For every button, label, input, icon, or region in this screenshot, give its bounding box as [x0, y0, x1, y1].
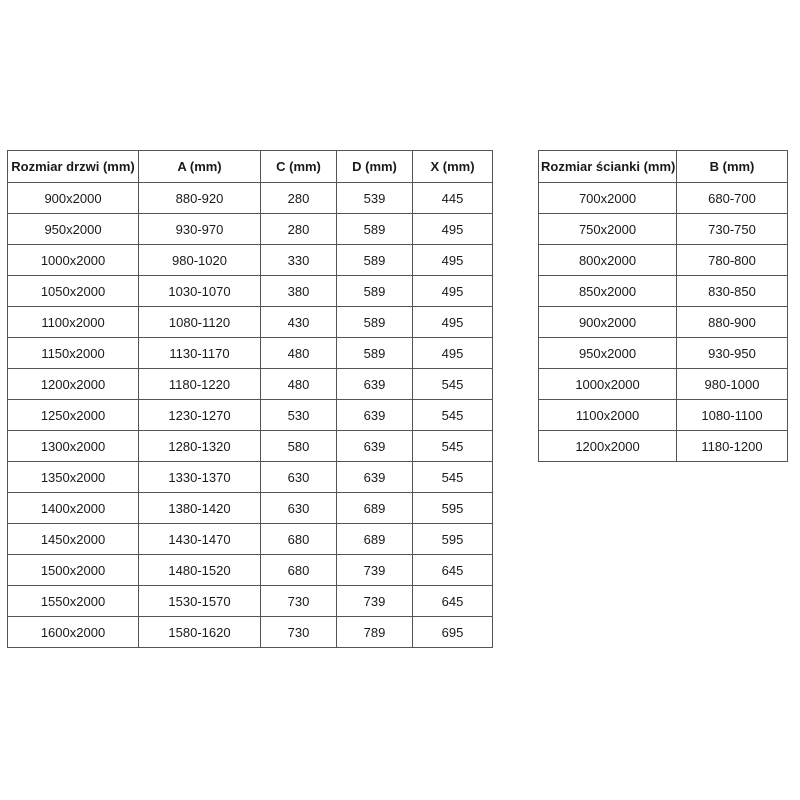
- table-cell: 930-970: [139, 214, 261, 245]
- table-row: [8, 617, 493, 648]
- table-cell: 589: [337, 245, 413, 276]
- wall-dimensions-table: [538, 150, 788, 462]
- table-cell: 950x2000: [539, 338, 677, 369]
- table-cell: 1300x2000: [8, 431, 139, 462]
- table-cell: 330: [261, 245, 337, 276]
- table-cell: 1050x2000: [8, 276, 139, 307]
- table-cell: 1250x2000: [8, 400, 139, 431]
- table-row: [539, 276, 788, 307]
- column-header: A (mm): [139, 151, 261, 183]
- table-cell: 445: [413, 183, 493, 214]
- column-header: X (mm): [413, 151, 493, 183]
- table-cell: 1150x2000: [8, 338, 139, 369]
- table-cell: 900x2000: [8, 183, 139, 214]
- table-cell: 480: [261, 338, 337, 369]
- table-cell: 545: [413, 462, 493, 493]
- table-row: [539, 400, 788, 431]
- table-cell: 545: [413, 431, 493, 462]
- table-row: [8, 183, 493, 214]
- header-row: [8, 151, 493, 183]
- table-cell: 950x2000: [8, 214, 139, 245]
- table-row: [539, 245, 788, 276]
- column-header: C (mm): [261, 151, 337, 183]
- table-cell: 730: [261, 617, 337, 648]
- door-dimensions-table: [7, 150, 493, 648]
- table-cell: 750x2000: [539, 214, 677, 245]
- table-cell: 589: [337, 214, 413, 245]
- table-cell: 1480-1520: [139, 555, 261, 586]
- table-row: [8, 493, 493, 524]
- table-cell: 680: [261, 555, 337, 586]
- table-row: [539, 183, 788, 214]
- table-cell: 1200x2000: [8, 369, 139, 400]
- table-row: [539, 307, 788, 338]
- table-row: [8, 462, 493, 493]
- table-cell: 880-900: [677, 307, 788, 338]
- table-cell: 495: [413, 276, 493, 307]
- table-cell: 695: [413, 617, 493, 648]
- table-cell: 730-750: [677, 214, 788, 245]
- table-cell: 630: [261, 462, 337, 493]
- table-cell: 1180-1220: [139, 369, 261, 400]
- table-cell: 430: [261, 307, 337, 338]
- table-cell: 630: [261, 493, 337, 524]
- table-cell: 1330-1370: [139, 462, 261, 493]
- table-cell: 645: [413, 555, 493, 586]
- table-cell: 850x2000: [539, 276, 677, 307]
- table-cell: 1530-1570: [139, 586, 261, 617]
- table-cell: 1080-1100: [677, 400, 788, 431]
- table-cell: 1000x2000: [8, 245, 139, 276]
- table-cell: 700x2000: [539, 183, 677, 214]
- table-cell: 1000x2000: [539, 369, 677, 400]
- table-cell: 1550x2000: [8, 586, 139, 617]
- table-row: [8, 214, 493, 245]
- table-row: [8, 338, 493, 369]
- table-cell: 530: [261, 400, 337, 431]
- table-cell: 1030-1070: [139, 276, 261, 307]
- table-row: [8, 307, 493, 338]
- table-cell: 1280-1320: [139, 431, 261, 462]
- table-row: [539, 369, 788, 400]
- table-row: [8, 245, 493, 276]
- column-header: Rozmiar ścianki (mm): [539, 151, 677, 183]
- table-cell: 639: [337, 400, 413, 431]
- table-cell: 1230-1270: [139, 400, 261, 431]
- table-cell: 880-920: [139, 183, 261, 214]
- table-cell: 1450x2000: [8, 524, 139, 555]
- table-row: [8, 400, 493, 431]
- table-cell: 639: [337, 369, 413, 400]
- table-cell: 1350x2000: [8, 462, 139, 493]
- table-row: [8, 555, 493, 586]
- table-row: [8, 276, 493, 307]
- table-row: [539, 214, 788, 245]
- column-header: D (mm): [337, 151, 413, 183]
- table-cell: 980-1000: [677, 369, 788, 400]
- table-cell: 1580-1620: [139, 617, 261, 648]
- table-cell: 680-700: [677, 183, 788, 214]
- table-cell: 789: [337, 617, 413, 648]
- table-cell: 1380-1420: [139, 493, 261, 524]
- table-cell: 589: [337, 276, 413, 307]
- table-cell: 1200x2000: [539, 431, 677, 462]
- table-cell: 800x2000: [539, 245, 677, 276]
- table-cell: 495: [413, 214, 493, 245]
- table-row: [8, 431, 493, 462]
- table-row: [539, 338, 788, 369]
- table-row: [8, 524, 493, 555]
- table-cell: 639: [337, 431, 413, 462]
- table-cell: 545: [413, 369, 493, 400]
- table-cell: 589: [337, 307, 413, 338]
- header-row: [539, 151, 788, 183]
- table-cell: 680: [261, 524, 337, 555]
- table-cell: 480: [261, 369, 337, 400]
- table-cell: 1600x2000: [8, 617, 139, 648]
- table-cell: 739: [337, 555, 413, 586]
- table-cell: 639: [337, 462, 413, 493]
- table-row: [8, 369, 493, 400]
- column-header: B (mm): [677, 151, 788, 183]
- table-cell: 539: [337, 183, 413, 214]
- table-cell: 595: [413, 493, 493, 524]
- table-cell: 689: [337, 493, 413, 524]
- table-cell: 645: [413, 586, 493, 617]
- table-cell: 980-1020: [139, 245, 261, 276]
- table-cell: 1180-1200: [677, 431, 788, 462]
- table-cell: 730: [261, 586, 337, 617]
- table-row: [8, 586, 493, 617]
- table-cell: 589: [337, 338, 413, 369]
- table-cell: 1500x2000: [8, 555, 139, 586]
- table-cell: 1430-1470: [139, 524, 261, 555]
- table-cell: 495: [413, 338, 493, 369]
- table-cell: 1100x2000: [8, 307, 139, 338]
- table-cell: 780-800: [677, 245, 788, 276]
- table-cell: 380: [261, 276, 337, 307]
- table-cell: 900x2000: [539, 307, 677, 338]
- table-cell: 280: [261, 183, 337, 214]
- table-cell: 930-950: [677, 338, 788, 369]
- table-cell: 1130-1170: [139, 338, 261, 369]
- table-cell: 1400x2000: [8, 493, 139, 524]
- table-cell: 580: [261, 431, 337, 462]
- table-row: [539, 431, 788, 462]
- table-cell: 739: [337, 586, 413, 617]
- table-cell: 495: [413, 245, 493, 276]
- table-cell: 830-850: [677, 276, 788, 307]
- table-cell: 1080-1120: [139, 307, 261, 338]
- table-cell: 545: [413, 400, 493, 431]
- table-cell: 689: [337, 524, 413, 555]
- table-cell: 595: [413, 524, 493, 555]
- column-header: Rozmiar drzwi (mm): [8, 151, 139, 183]
- table-cell: 280: [261, 214, 337, 245]
- table-cell: 495: [413, 307, 493, 338]
- table-cell: 1100x2000: [539, 400, 677, 431]
